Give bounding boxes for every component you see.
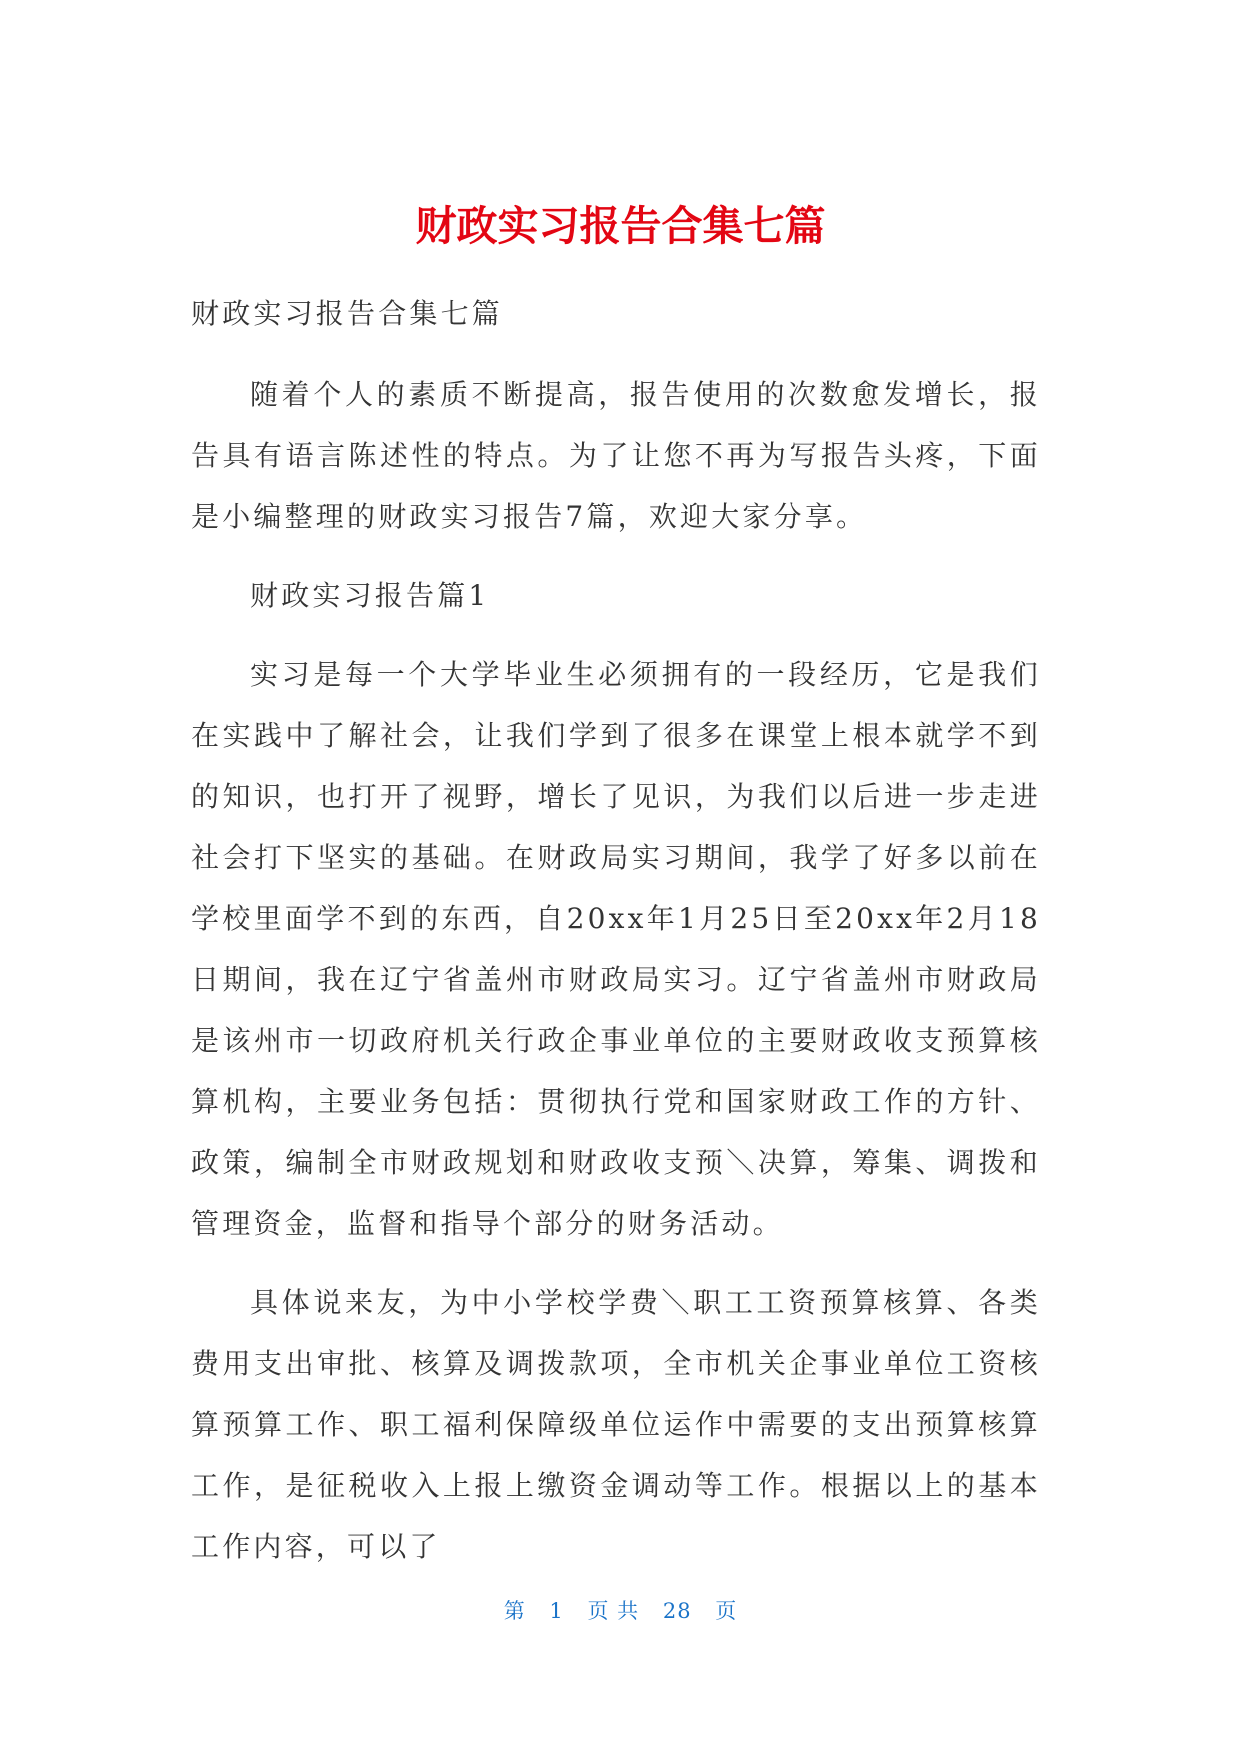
document-body [191, 283, 1041, 1595]
footer-middle: 页 共 [587, 1599, 640, 1623]
document-subtitle: 财政实习报告合集七篇 [191, 297, 504, 330]
footer-suffix: 页 [715, 1599, 738, 1623]
page-footer [0, 1596, 1241, 1626]
body-paragraph: 具体说来友，为中小学校学费＼职工工资预算核算、各类费用支出审批、核算及调拨款项，全市机关企事业单位工资核算预算工作、职工福利保障级单位运作中需要的支出预算核算工作，是征税收入上报上缴资金调动等工作。根据以上的基本工作内容，可以了 [191, 1286, 1041, 1563]
body-paragraph: 实习是每一个大学毕业生必须拥有的一段经历，它是我们在实践中了解社会，让我们学到了很多在课堂上根本就学不到的知识，也打开了视野，增长了见识，为我们以后进一步走进社会打下坚实的基础。在财政局实习期间，我学了好多以前在学校里面学不到的东西，自20xx年1月25日至20xx年2月18日期间，我在辽宁省盖州市财政局实习。辽宁省盖州市财政局是该州市一切政府机关行政企事业单位的主要财政收支预算核算机构，主要业务包括：贯彻执行党和国家财政工作的方针、政策，编制全市财政规划和财政收支预＼决算，筹集、调拨和管理资金，监督和指导个部分的财务活动。 [191, 658, 1041, 1240]
total-page-count: 28 [662, 1599, 692, 1623]
footer-prefix: 第 [503, 1599, 526, 1623]
document-title: 财政实习报告合集七篇 [415, 202, 826, 250]
section-heading: 财政实习报告篇1 [250, 579, 490, 612]
current-page-number: 1 [549, 1599, 564, 1623]
intro-paragraph: 随着个人的素质不断提高，报告使用的次数愈发增长，报告具有语言陈述性的特点。为了让您不再为写报告头疼，下面是小编整理的财政实习报告7篇，欢迎大家分享。 [191, 378, 1041, 533]
